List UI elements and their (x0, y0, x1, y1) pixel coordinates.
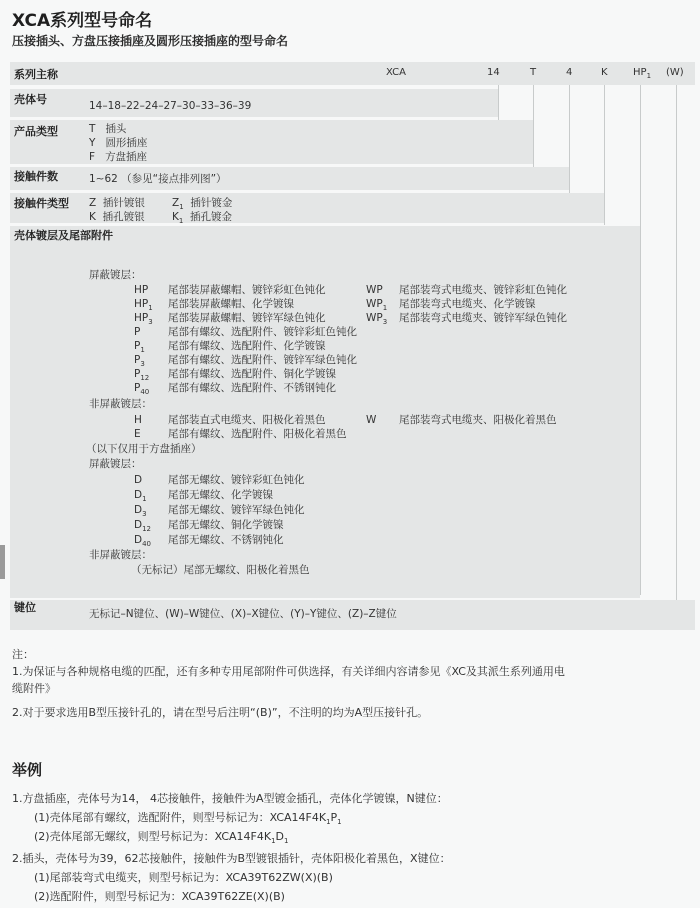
connector-contact-type (604, 85, 605, 225)
list-item: $HP_3$ (134, 312, 153, 327)
list-item: $D_1$ (134, 489, 147, 504)
code-contact-type: K (601, 67, 608, 78)
list-item: Y 圆形插座 (89, 137, 148, 149)
list-item: D (134, 474, 143, 486)
example-1a: (1)壳体尾部有螺纹，选配附件，则型号标记为：$XCA14F4K_1P_1$ (34, 811, 342, 827)
key-value: 无标记–N键位、(W)–W键位、(X)–X键位、(Y)–Y键位、(Z)–Z键位 (89, 608, 397, 620)
code-contacts: 4 (566, 67, 573, 78)
list-item: 尾部有螺纹、选配附件、镀锌军绿色钝化 (168, 354, 357, 366)
list-item: 尾部无螺纹、铜化学镀镍 (168, 519, 284, 531)
list-item: 尾部无螺纹、不锈钢钝化 (168, 534, 284, 546)
code-finish: $HP_1$ (633, 67, 652, 80)
connector-key (676, 85, 677, 600)
list-item: 尾部有螺纹、选配附件、铜化学镀镍 (168, 368, 336, 380)
code-shell: 14 (487, 67, 500, 78)
list-item: 尾部装直式电缆夹、阳极化着黑色 (168, 414, 326, 426)
notes-header: 注： (12, 648, 34, 661)
list-item: $P_{12}$ (134, 368, 150, 383)
list-item: 尾部装屏蔽螺帽、镀锌彩虹色钝化 (168, 284, 326, 296)
list-item: $P_3$ (134, 354, 145, 369)
note-1a: 1.为保证与各种规格电缆的匹配，还有多种专用尾部附件可供选择，有关详细内容请参见《XC及其派生系列通用电 (12, 665, 565, 678)
list-item: 尾部有螺纹、选配附件、不锈钢钝化 (168, 382, 336, 394)
sq-nonshield-header: 非屏蔽镀层： (89, 549, 152, 561)
list-item: 尾部有螺纹、选配附件、化学镀镍 (168, 340, 326, 352)
product-label: 产品类型 (14, 125, 58, 138)
list-item: 尾部无螺纹、镀锌彩虹色钝化 (168, 474, 305, 486)
example-1: 1.方盘插座，壳体号为14， 4芯接触件，接触件为A型镀金插孔，壳体化学镀镍，N键位： (12, 792, 448, 805)
list-item: 尾部装弯式电缆夹、镀锌军绿色钝化 (399, 312, 567, 324)
list-item: W (366, 414, 377, 426)
code-type: T (530, 67, 537, 78)
page-title: XCA系列型号命名 (12, 11, 153, 31)
square-note: （以下仅用于方盘插座） (86, 443, 202, 455)
list-item: $D_{12}$ (134, 519, 152, 534)
list-item: 尾部装屏蔽螺帽、镀锌军绿色钝化 (168, 312, 326, 324)
connector-type (533, 85, 534, 175)
list-item: HP (134, 284, 149, 296)
list-item: WP (366, 284, 383, 296)
sq-shield-header: 屏蔽镀层： (89, 458, 142, 470)
list-item: $Z_1$ 插针镀金 (172, 197, 233, 212)
list-item: $P_{40}$ (134, 382, 150, 397)
list-item: T 插头 (89, 123, 127, 135)
list-item: P (134, 326, 141, 338)
band-shell (10, 89, 498, 117)
code-series: XCA (386, 67, 406, 78)
example-2b: (2)选配附件，则型号标记为：XCA39T62ZE(X)(B) (34, 890, 285, 903)
contacts-label: 接触件数 (14, 170, 58, 183)
list-item: K 插孔镀银 (89, 211, 145, 223)
list-item: $WP_1$ (366, 298, 388, 313)
finish-label: 壳体镀层及尾部附件 (14, 229, 113, 242)
shell-label: 壳体号 (14, 93, 47, 106)
list-item: F 方盘插座 (89, 151, 148, 163)
example-1b: (2)壳体尾部无螺纹，则型号标记为：$XCA14F4K_1D_1$ (34, 830, 289, 846)
list-item: $D_3$ (134, 504, 147, 519)
list-item: 尾部无螺纹、镀锌军绿色钝化 (168, 504, 305, 516)
key-label: 键位 (14, 601, 36, 614)
list-item: （无标记）尾部无螺纹、阳极化着黑色 (131, 564, 310, 576)
list-item: 尾部装弯式电缆夹、阳极化着黑色 (399, 414, 557, 426)
list-item: $D_{40}$ (134, 534, 152, 549)
band-series (10, 62, 695, 85)
examples-title: 举例 (12, 761, 43, 779)
nonshield-header: 非屏蔽镀层： (89, 398, 152, 410)
series-label: 系列主称 (14, 68, 58, 81)
list-item: $P_1$ (134, 340, 145, 355)
contacts-value: 1∼62 （参见“接点排列图”） (89, 173, 227, 185)
connector-finish (640, 85, 641, 595)
note-1b: 缆附件》 (12, 682, 56, 695)
list-item: $WP_3$ (366, 312, 388, 327)
list-item: $HP_1$ (134, 298, 153, 313)
list-item: E (134, 428, 141, 440)
list-item: 尾部有螺纹、选配附件、镀锌彩虹色钝化 (168, 326, 357, 338)
contact-type-label: 接触件类型 (14, 197, 69, 210)
code-key: (W) (666, 67, 684, 78)
list-item: 尾部装弯式电缆夹、镀锌彩虹色钝化 (399, 284, 567, 296)
list-item: 尾部无螺纹、化学镀镍 (168, 489, 273, 501)
page-subtitle: 压接插头、方盘压接插座及圆形压接插座的型号命名 (12, 34, 289, 48)
example-2a: (1)尾部装弯式电缆夹，则型号标记为：XCA39T62ZW(X)(B) (34, 871, 333, 884)
list-item: 尾部装屏蔽螺帽、化学镀镍 (168, 298, 294, 310)
list-item: 尾部装弯式电缆夹、化学镀镍 (399, 298, 536, 310)
shield-header: 屏蔽镀层： (89, 269, 142, 281)
list-item: $K_1$ 插孔镀金 (172, 211, 233, 226)
list-item: Z 插针镀银 (89, 197, 145, 209)
shell-values: 14–18–22–24–27–30–33–36–39 (89, 100, 252, 112)
page-edge-mark (0, 545, 5, 579)
list-item: H (134, 414, 142, 426)
note-2: 2.对于要求选用B型压接针孔的，请在型号后注明“(B)”，不注明的均为A型压接针孔。 (12, 706, 429, 719)
list-item: 尾部有螺纹、选配附件、阳极化着黑色 (168, 428, 347, 440)
example-2: 2.插头，壳体号为39，62芯接触件，接触件为B型镀银插针，壳体阳极化着黑色，X键位： (12, 852, 451, 865)
